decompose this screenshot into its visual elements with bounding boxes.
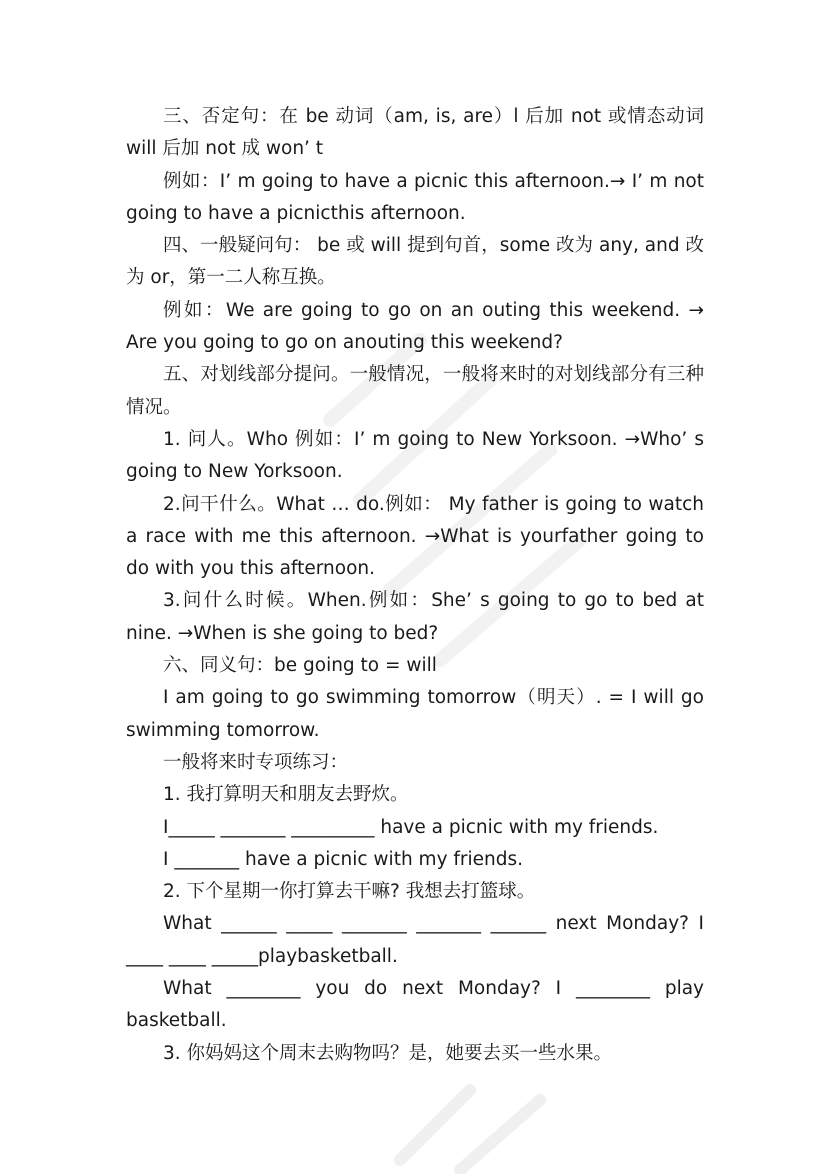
paragraph-ask-what: 2.问干什么。What … do.例如： My father is going to watch a race with me this afternoon. →What is yourfather going to do with you this afternoon. [126, 493, 704, 580]
paragraph-synonym-example: I am going to go swimming tomorrow（明天）. = I will go swimming tomorrow. [126, 687, 704, 741]
paragraph-negative-rule: 三、否定句：在 be 动词（am, is, are）l 后加 not 或情态动词 will 后加 not 成 won’ t [126, 106, 704, 160]
document-body [126, 101, 704, 1070]
paragraph-ask-who: 1. 问人。Who 例如：I’ m going to New Yorksoon. →Who’ s going to New Yorksoon. [126, 428, 704, 483]
paragraph-exercise-heading: 一般将来时专项练习： [163, 751, 349, 773]
watermark-graphic-bottom [380, 1060, 580, 1174]
paragraph-exercise-2-prompt: 2. 下个星期一你打算去干嘛? 我想去打篮球。 [163, 881, 536, 903]
paragraph-exercise-1-prompt: 1. 我打算明天和朋友去野炊。 [163, 784, 409, 806]
paragraph-exercise-1-blank-b: I _______ have a picnic with my friends. [163, 848, 524, 870]
paragraph-exercise-3-prompt: 3. 你妈妈这个周末去购物吗？是，她要去买一些水果。 [163, 1042, 613, 1064]
paragraph-synonym-rule: 六、同义句：be going to = will [163, 655, 437, 677]
paragraph-question-example: 例如：We are going to go on an outing this weekend. → Are you going to go on anouting this weekend? [126, 299, 704, 354]
paragraph-question-rule: 四、一般疑问句： be 或 will 提到句首，some 改为 any, and 改为 or，第一二人称互换。 [126, 235, 704, 289]
paragraph-exercise-2-blank-b: What ________ you do next Monday? I ________ play basketball. [126, 978, 704, 1032]
paragraph-exercise-2-blank-a: What ______ _____ _______ _______ ______ next Monday? I ____ ____ _____playbasketball. [126, 913, 704, 967]
paragraph-underline-question-rule: 五、对划线部分提问。一般情况，一般将来时的对划线部分有三种情况。 [126, 364, 704, 418]
paragraph-ask-when: 3.问什么时候。When.例如：She’ s going to go to bed at nine. →When is she going to bed? [126, 590, 704, 644]
paragraph-exercise-1-blank-a: I_____ _______ _________ have a picnic with my friends. [163, 816, 659, 838]
paragraph-negative-example: 例如：I’ m going to have a picnic this afternoon.→ I’ m not going to have a picnicthis afternoon. [126, 170, 704, 224]
